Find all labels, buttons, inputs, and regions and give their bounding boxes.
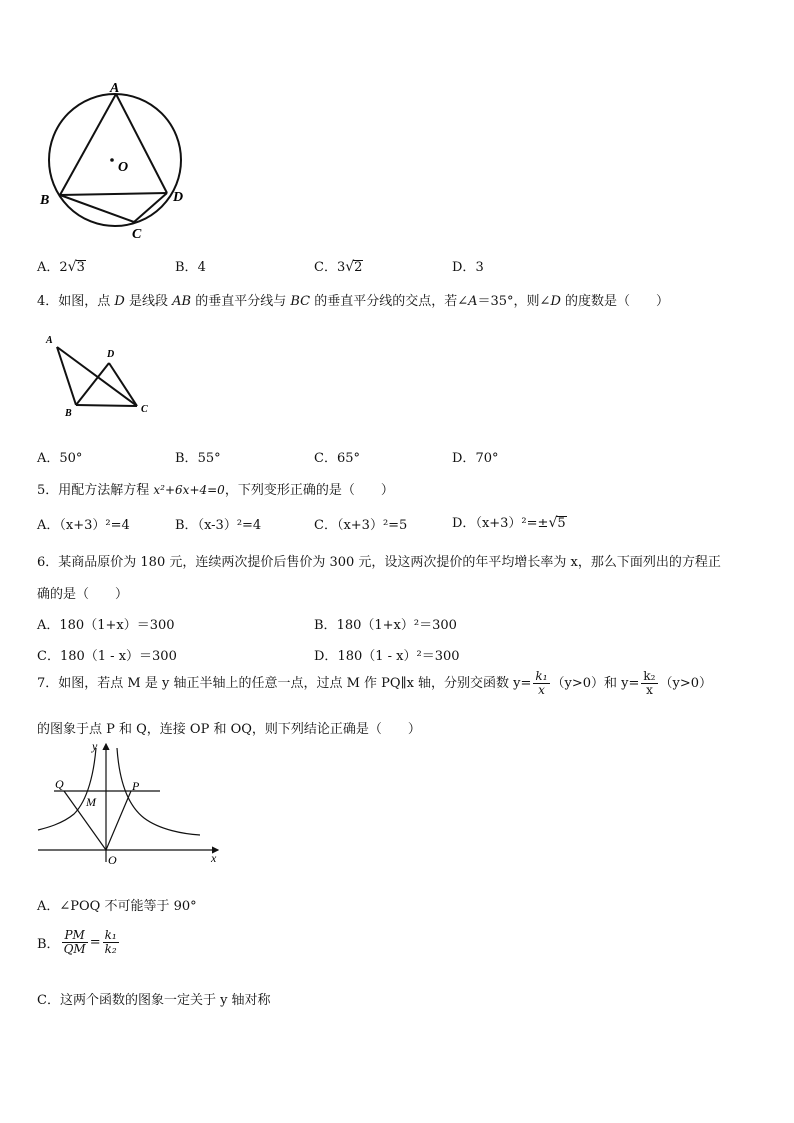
- option-letter: C．: [314, 260, 337, 275]
- q6-stem-line1: 6．某商品原价为 180 元，连续两次提价后售价为 300 元，设这两次提价的年平均增长率为 x，那么下面列出的方程正: [37, 555, 721, 570]
- option-text: 55°: [197, 451, 221, 466]
- label-c: C: [141, 404, 148, 415]
- stem-text: 4．如图，点: [37, 294, 115, 309]
- q4-option-d: [452, 447, 498, 466]
- q3-option-a: A．2√3: [37, 259, 85, 275]
- option-letter: D．: [314, 649, 338, 664]
- segment-op: [106, 791, 131, 850]
- q6-option-c: [37, 645, 177, 664]
- q5-option-c: [314, 514, 407, 533]
- option-text: 50°: [59, 451, 83, 466]
- segment-oq: [64, 791, 106, 850]
- option-letter: B．: [175, 451, 198, 466]
- q5-option-b: [175, 514, 261, 533]
- var-a: A: [468, 294, 478, 309]
- q4-option-a: [37, 447, 82, 466]
- q4-stem: [37, 290, 669, 309]
- stem-text: （y>0）和 y=: [551, 676, 640, 692]
- stem-text: 5．用配方法解方程: [37, 483, 154, 498]
- option-text: 70°: [475, 451, 499, 466]
- numerator: k₁: [535, 669, 548, 683]
- label-y: y: [92, 739, 98, 753]
- label-c: C: [132, 227, 142, 242]
- numerator: k₂: [643, 669, 656, 683]
- q7-option-a: A．∠POQ 不可能等于 90°: [37, 899, 197, 914]
- q5-stem: [37, 479, 394, 498]
- stem-text: （y>0）: [659, 676, 713, 692]
- label-q: Q: [55, 777, 64, 791]
- label-b: B: [65, 408, 72, 419]
- option-letter: C．: [314, 518, 337, 533]
- circle-o: [49, 94, 184, 226]
- denominator: k₂: [104, 942, 117, 957]
- stem-text: 的垂直平分线的交点，若∠: [310, 294, 469, 309]
- q5-option-d: D．（x+3）²=±√5: [452, 515, 566, 531]
- label-d: D: [173, 190, 184, 205]
- q5-option-a: [37, 514, 130, 533]
- option-letter: D．: [452, 451, 476, 466]
- option-letter: D．: [452, 516, 476, 531]
- q7-option-c: C．这两个函数的图象一定关于 y 轴对称: [37, 993, 271, 1008]
- segment-bd: [60, 193, 167, 195]
- equals-sign: =: [89, 935, 101, 951]
- var-d: D: [550, 294, 561, 309]
- label-d: D: [107, 349, 115, 360]
- segment-dc: [109, 363, 137, 406]
- segment-bd: [76, 363, 109, 405]
- fraction-k1-over-k2: [103, 929, 119, 956]
- denominator: x: [538, 683, 545, 698]
- q7-stem-line2: 的图象于点 P 和 Q，连接 OP 和 OQ，则下列结论正确是（ ）: [37, 722, 421, 737]
- q3-figure: [36, 76, 196, 242]
- stem-text: ，下列变形正确的是（ ）: [224, 483, 394, 498]
- segment-bc: [76, 405, 137, 406]
- numerator: PM: [62, 929, 88, 943]
- option-text: （x+3）²=±: [475, 516, 549, 531]
- label-a: A: [110, 81, 120, 96]
- option-letter: B．: [37, 937, 60, 953]
- fraction-pm-over-qm: [62, 929, 88, 956]
- var-bc: BC: [290, 294, 311, 309]
- equation: x²+6x+4=0: [153, 483, 225, 497]
- option-letter: A．: [37, 518, 60, 533]
- option-letter: B．: [314, 618, 337, 633]
- segment-ad: [116, 94, 167, 193]
- q3-option-d: [452, 256, 484, 275]
- stem-text: 的垂直平分线与: [191, 294, 291, 309]
- option-letter: A．: [37, 618, 60, 633]
- option-letter: B．: [175, 260, 198, 275]
- denominator: QM: [63, 942, 86, 957]
- q4-figure: [40, 332, 160, 422]
- option-letter: A．: [37, 260, 60, 275]
- stem-text: 7．如图，若点 M 是 y 轴正半轴上的任意一点，过点 M 作 PQ∥x 轴，分别交函数 y=: [37, 676, 532, 692]
- q6-option-a: [37, 614, 175, 633]
- fraction-k1-over-x: [533, 670, 549, 697]
- option-letter: A．: [37, 451, 60, 466]
- coefficient: 3: [336, 260, 346, 275]
- option-text: （x-3）²=4: [197, 518, 262, 533]
- q6-option-b: [314, 614, 457, 633]
- stem-text: 是线段: [124, 294, 173, 309]
- option-letter: C．: [314, 451, 337, 466]
- label-b: B: [40, 193, 50, 208]
- var-d: D: [114, 294, 125, 309]
- stem-text: 的度数是（ ）: [560, 294, 670, 309]
- option-letter: D．: [452, 260, 476, 275]
- coefficient: 2: [59, 260, 68, 275]
- denominator: x: [646, 683, 653, 698]
- var-ab: AB: [172, 294, 192, 309]
- option-text: 180（1+x）＝300: [59, 618, 175, 633]
- q7-option-b: [37, 929, 121, 956]
- option-text: 3: [475, 260, 484, 275]
- q7-figure: [34, 738, 224, 870]
- center-dot: [110, 158, 114, 162]
- q6-option-d: [314, 645, 460, 664]
- fraction-k2-over-x: [641, 670, 657, 697]
- option-text: （x+3）²=5: [336, 518, 408, 533]
- q3-option-b: [175, 256, 206, 275]
- q4-option-b: [175, 447, 221, 466]
- option-letter: B．: [175, 518, 198, 533]
- q4-option-c: [314, 447, 360, 466]
- segment-ac: [57, 347, 137, 406]
- option-text: 4: [197, 260, 206, 275]
- curve-left: [38, 748, 96, 830]
- option-text: 65°: [336, 451, 360, 466]
- q7-stem-line1: [37, 670, 712, 697]
- segment-ab: [57, 347, 76, 405]
- label-p: P: [132, 779, 140, 793]
- label-a: A: [46, 335, 53, 346]
- option-text: 180（1 - x）＝300: [59, 649, 177, 664]
- radicand: 2: [354, 260, 363, 275]
- option-text: 180（1 - x）²＝300: [337, 649, 460, 664]
- q6-stem-line2: 确的是（ ）: [37, 587, 129, 602]
- label-m: M: [86, 795, 96, 809]
- option-text: （x+3）²=4: [59, 518, 130, 533]
- option-letter: C．: [37, 649, 60, 664]
- radicand: 3: [76, 260, 85, 275]
- radicand: 5: [557, 516, 566, 531]
- q3-option-c: C．3√2: [314, 259, 363, 275]
- stem-text: ＝35°，则∠: [477, 294, 551, 309]
- numerator: k₁: [104, 928, 117, 942]
- label-x: x: [211, 851, 217, 865]
- label-o: O: [108, 853, 117, 867]
- segment-ab: [60, 94, 116, 195]
- option-text: 180（1+x）²＝300: [336, 618, 457, 633]
- label-o: O: [118, 160, 129, 175]
